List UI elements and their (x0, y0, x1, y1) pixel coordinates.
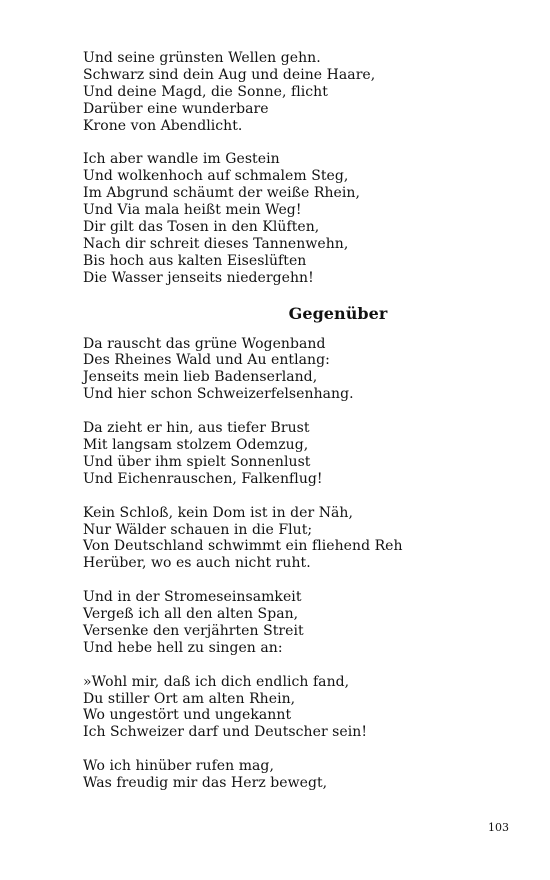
poem-stanza-2 (83, 420, 513, 488)
verse-line: Krone von Abendlicht. (83, 117, 243, 134)
verse-line: Und deine Magd, die Sonne, flicht (83, 83, 328, 100)
poem-stanza-5 (83, 674, 513, 742)
verse-line: Bis hoch aus kalten Eiseslüften (83, 252, 307, 269)
verse-line: Herüber, wo es auch nicht ruht. (83, 555, 311, 572)
page-number: 103 (488, 821, 509, 834)
poem-title: Gegenüber (288, 303, 388, 323)
poem-stanza-4 (83, 589, 513, 657)
poem-stanza-6 (83, 758, 513, 792)
verse-line: Wo ungestört und ungekannt (83, 707, 292, 724)
verse-line: Schwarz sind dein Aug und deine Haare, (83, 66, 376, 83)
verse-line: Ich aber wandle im Gestein (83, 151, 280, 168)
verse-line: Nur Wälder schauen in die Flut; (83, 521, 313, 538)
verse-line: Da zieht er hin, aus tiefer Brust (83, 420, 310, 437)
verse-line: Die Wasser jenseits niedergehn! (83, 269, 314, 286)
verse-line: Ich Schweizer darf und Deutscher sein! (83, 724, 368, 741)
verse-line: Darüber eine wunderbare (83, 100, 269, 117)
verse-line: Und über ihm spielt Sonnenlust (83, 453, 311, 470)
verse-line: Von Deutschland schwimmt ein fliehend Reh (83, 538, 403, 555)
verse-line: Dir gilt das Tosen in den Klüften, (83, 219, 320, 236)
verse-line: Da rauscht das grüne Wogenband (83, 335, 326, 352)
verse-line: Versenke den verjährten Streit (83, 622, 304, 639)
verse-line: »Wohl mir, daß ich dich endlich fand, (83, 673, 350, 690)
verse-line: Mit langsam stolzem Odemzug, (83, 436, 309, 453)
verse-line: Wo ich hinüber rufen mag, (83, 758, 274, 775)
verse-line: Was freudig mir das Herz bewegt, (83, 775, 328, 792)
verse-line: Vergeß ich all den alten Span, (83, 606, 299, 623)
verse-line: Jenseits mein lieb Badenserland, (83, 369, 318, 386)
verse-line: Kein Schloß, kein Dom ist in der Näh, (83, 504, 353, 521)
verse-line: Und Via mala heißt mein Weg! (83, 202, 302, 219)
verse-line: Du stiller Ort am alten Rhein, (83, 690, 296, 707)
verse-line: Im Abgrund schäumt der weiße Rhein, (83, 185, 360, 202)
verse-line: Und wolkenhoch auf schmalem Steg, (83, 168, 349, 185)
continuation-stanza-2 (83, 151, 513, 286)
verse-line: Des Rheines Wald und Au entlang: (83, 352, 330, 369)
poem-stanza-1 (83, 336, 513, 404)
verse-line: Nach dir schreit dieses Tannenwehn, (83, 235, 349, 252)
verse-line: Und hier schon Schweizerfelsenhang. (83, 386, 354, 403)
verse-line: Und in der Stromeseinsamkeit (83, 589, 302, 606)
verse-line: Und hebe hell zu singen an: (83, 639, 283, 656)
poem-stanza-3 (83, 505, 513, 573)
verse-line: Und seine grünsten Wellen gehn. (83, 50, 321, 66)
poem-text-block (83, 50, 513, 809)
continuation-stanza-1 (83, 50, 513, 135)
verse-line: Und Eichenrauschen, Falkenflug! (83, 470, 323, 487)
